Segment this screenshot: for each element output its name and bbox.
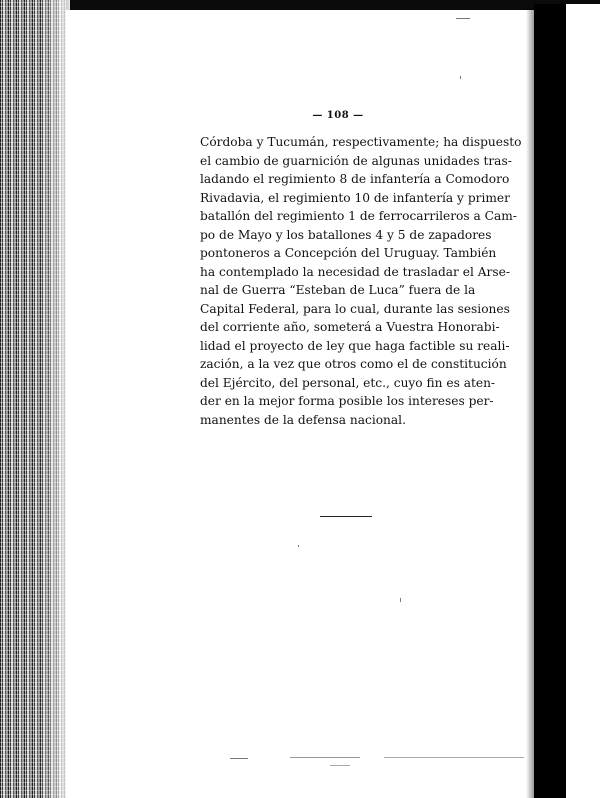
text-line: del Ejército, del personal, etc., cuyo fin es aten-	[200, 375, 496, 390]
text-line: Capital Federal, para lo cual, durante las sesiones	[200, 301, 510, 316]
end-rule	[320, 516, 372, 517]
text-line: der en la mejor forma posible los intereses per-	[200, 394, 494, 408]
scan-right-margin	[566, 4, 600, 798]
gutter-fade	[40, 0, 70, 798]
text-line: batallón del regimiento 1 de ferrocarrileros a Cam-	[200, 209, 517, 223]
text-line: pontoneros a Concepción del Uruguay. También	[200, 246, 497, 260]
text-line: ladando el regimiento 8 de infantería a Comodoro	[200, 172, 510, 186]
scan-right-border	[534, 4, 566, 798]
text-line: po de Mayo y los batallones 4 y 5 de zapadores	[200, 227, 492, 242]
text-line: manentes de la defensa nacional.	[200, 412, 406, 427]
text-line: zación, a la vez que otros como el de constitución	[200, 357, 507, 371]
page-number: — 108 —	[312, 110, 364, 121]
text-line: ha contemplado la necesidad de trasladar el Arse-	[200, 264, 510, 279]
text-line: del corriente año, someterá a Vuestra Honorabi-	[200, 320, 500, 334]
body-paragraph	[200, 133, 522, 429]
text-line: nal de Guerra “Esteban de Luca” fuera de la	[200, 283, 476, 297]
text-line: Córdoba y Tucumán, respectivamente; ha dispuesto	[200, 135, 522, 149]
text-line: Rivadavia, el regimiento 10 de infantería y primer	[200, 190, 510, 205]
scan-top-border	[0, 0, 600, 10]
text-line: el cambio de guarnición de algunas unidades tras-	[200, 153, 512, 168]
text-line: lidad el proyecto de ley que haga factible su reali-	[200, 338, 510, 353]
